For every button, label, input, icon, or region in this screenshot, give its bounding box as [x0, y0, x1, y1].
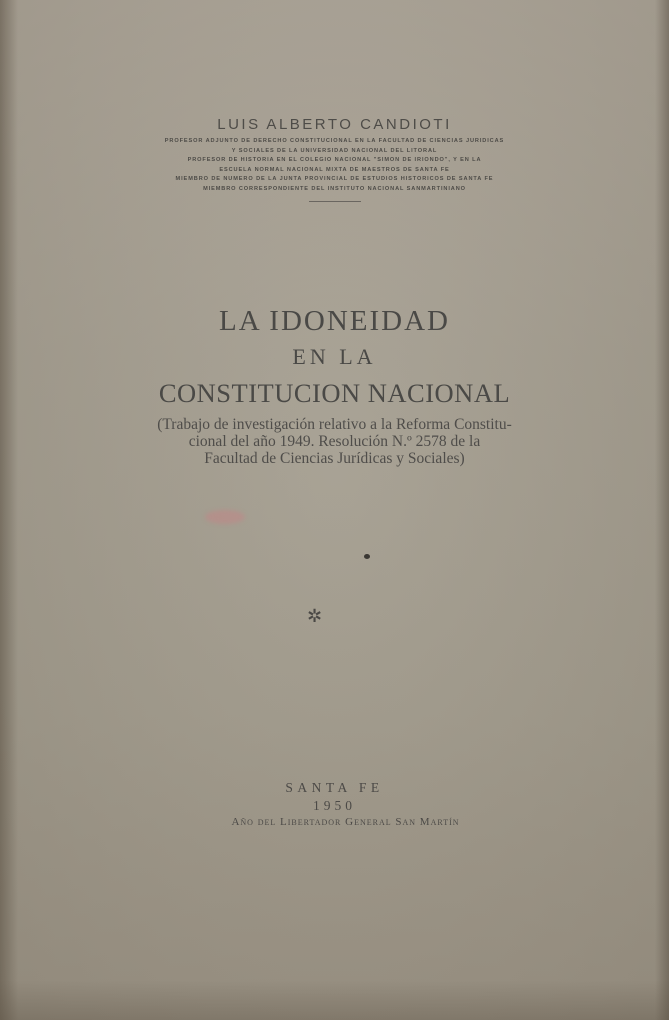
subtitle-line: Facultad de Ciencias Jurídicas y Sociales)	[204, 450, 465, 467]
paper-stain	[205, 510, 245, 524]
title-block	[0, 302, 669, 467]
author-credential: Y SOCIALES DE LA UNIVERSIDAD NACIONAL DEL LITORAL	[231, 147, 438, 154]
subtitle	[0, 416, 669, 467]
author-credential: MIEMBRO DE NUMERO DE LA JUNTA PROVINCIAL DE ESTUDIOS HISTORICOS DE SANTA FE	[175, 176, 494, 183]
paper-speck	[364, 554, 370, 559]
author-credential: PROFESOR ADJUNTO DE DERECHO CONSTITUCIONAL EN LA FACULTAD DE CIENCIAS JURIDICAS	[164, 138, 505, 144]
imprint-year: 1950	[313, 798, 356, 813]
divider-rule	[309, 201, 361, 202]
author-credential: MIEMBRO CORRESPONDIENTE DEL INSTITUTO NACIONAL SANMARTINIANO	[203, 185, 466, 192]
author-credential: ESCUELA NORMAL NACIONAL MIXTA DE MAESTROS DE SANTA FE	[219, 166, 450, 173]
title-line-2: EN LA	[292, 344, 377, 369]
page-shadow-bottom	[0, 980, 669, 1020]
subtitle-line: cional del año 1949. Resolución N.º 2578 de la	[188, 433, 481, 450]
author-name: LUIS ALBERTO CANDIOTI	[217, 116, 452, 133]
title-line-3: CONSTITUCION NACIONAL	[158, 378, 511, 408]
author-block	[0, 116, 669, 202]
imprint-block	[0, 779, 669, 830]
imprint-motto: Año del Libertador General San Martín	[231, 816, 460, 828]
subtitle-line: (Trabajo de investigación relativo a la Reforma Constitu-	[157, 416, 512, 433]
title-line-1: LA IDONEIDAD	[219, 305, 450, 337]
imprint-city: SANTA FE	[285, 780, 384, 795]
author-credential: PROFESOR DE HISTORIA EN EL COLEGIO NACIONAL "SIMON DE IRIONDO", Y EN LA	[187, 157, 482, 164]
asterisk-ornament-icon: ✲	[307, 606, 323, 627]
